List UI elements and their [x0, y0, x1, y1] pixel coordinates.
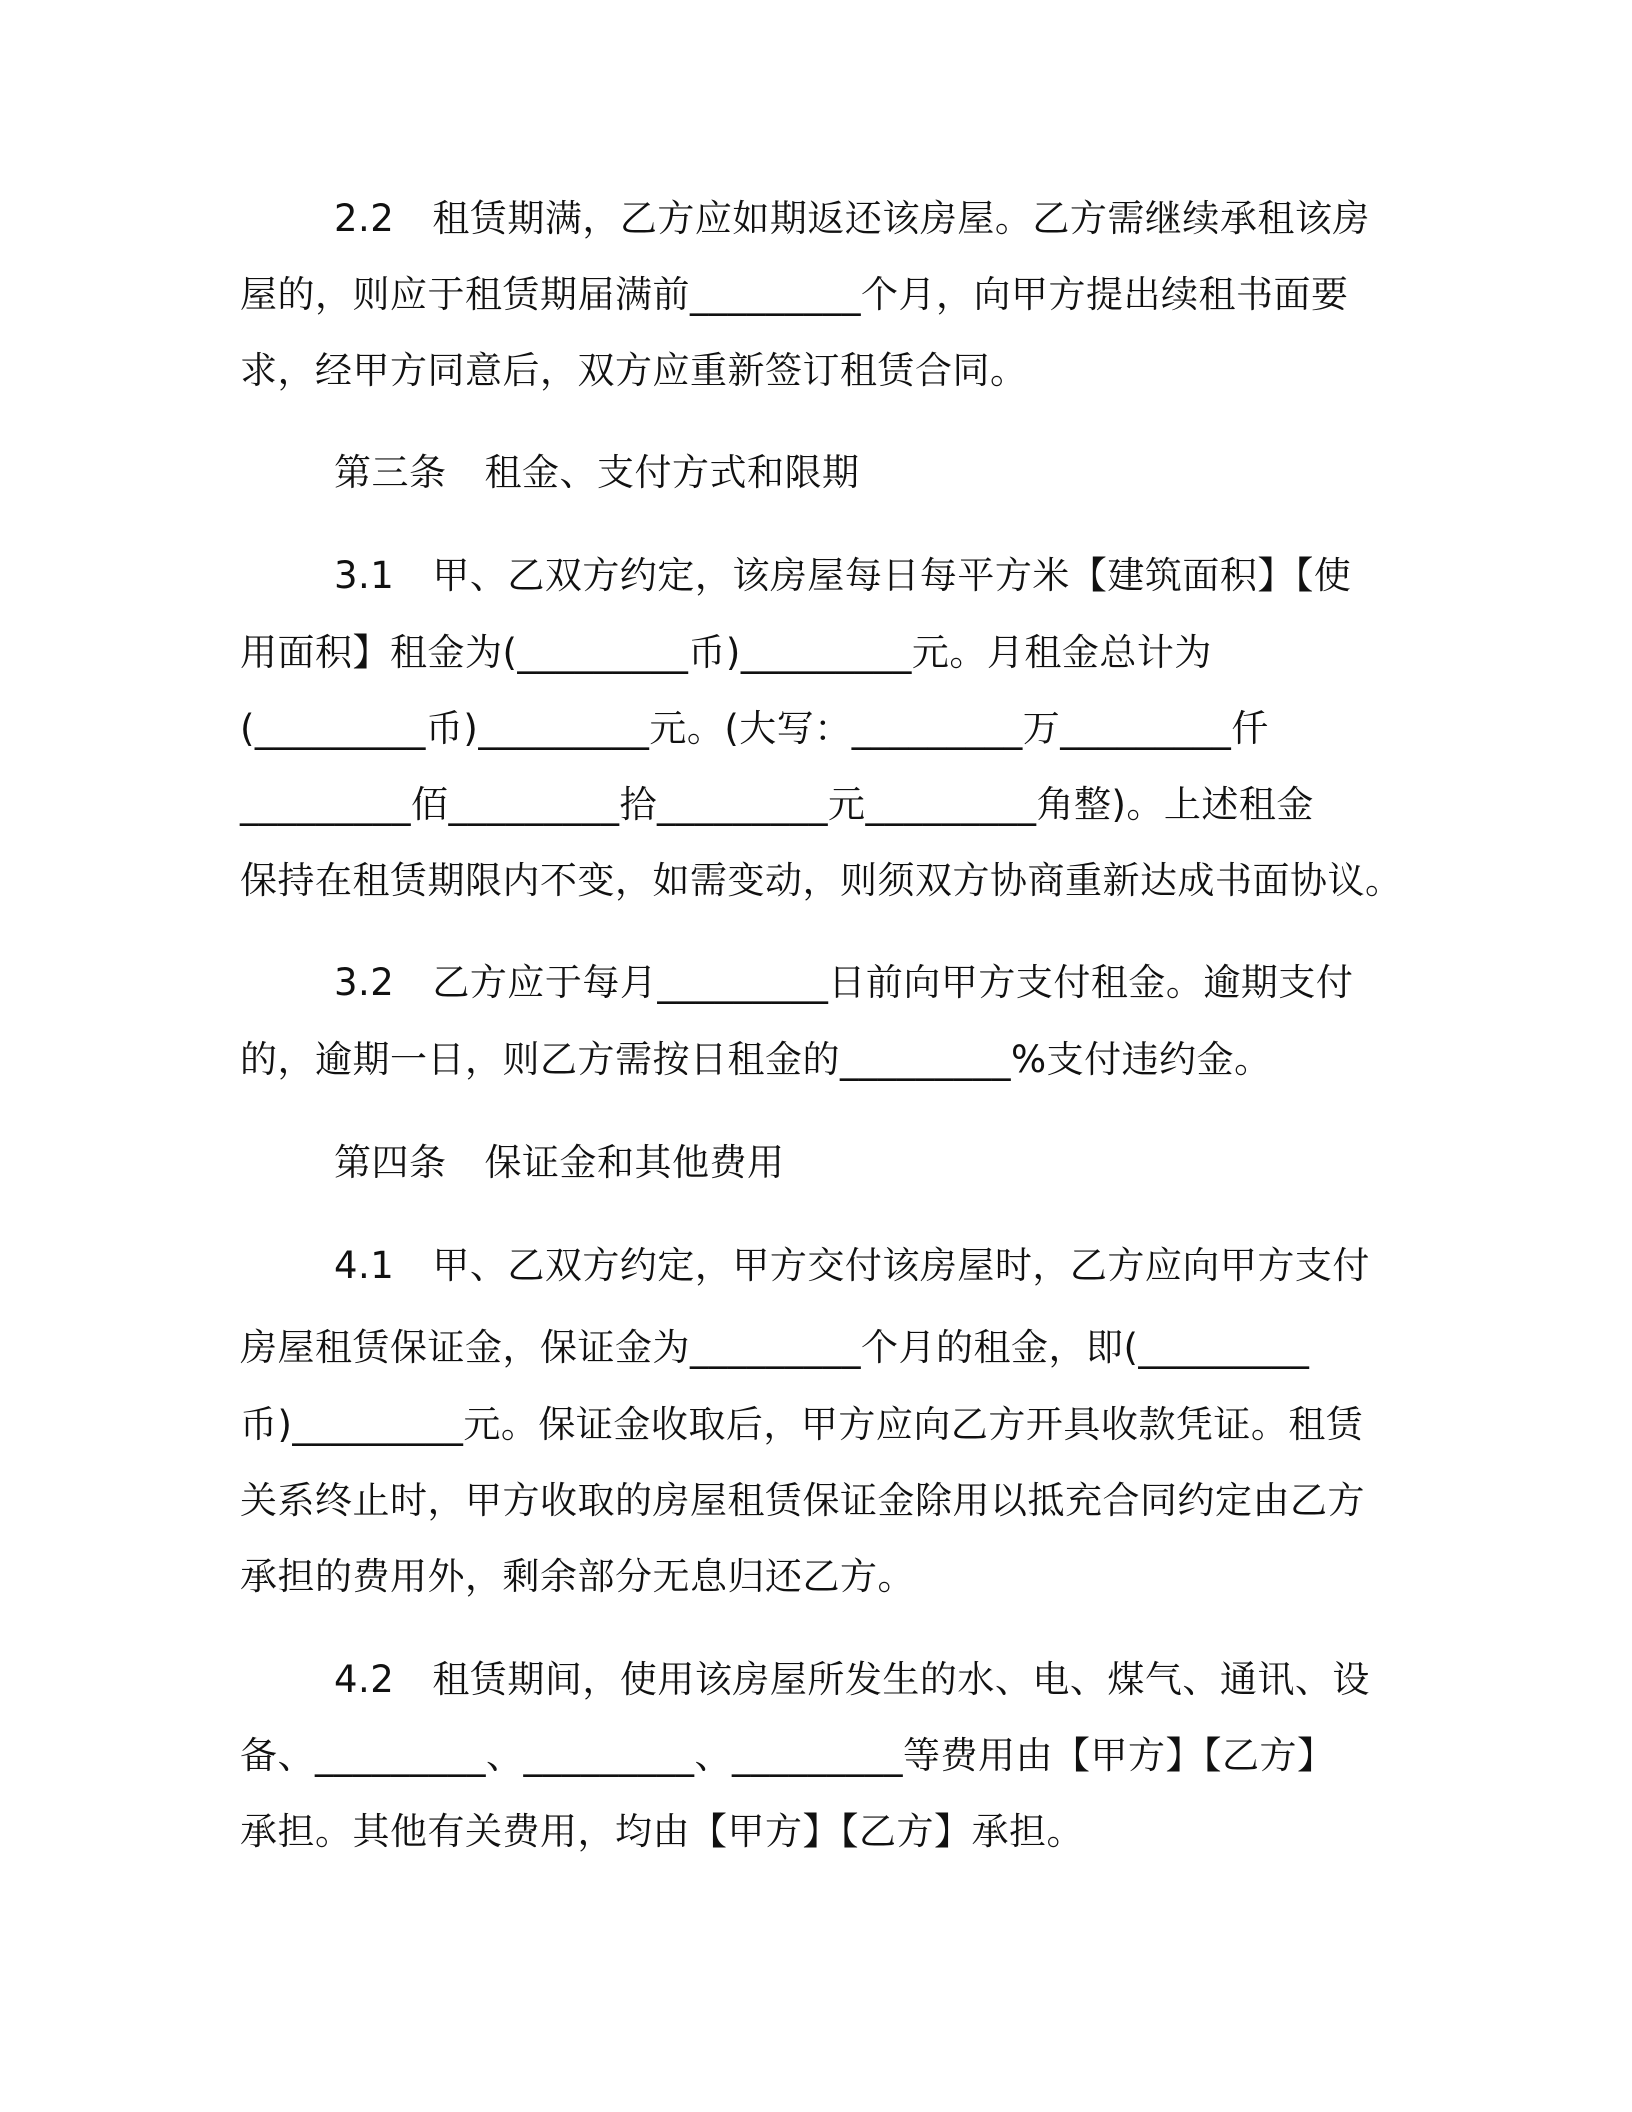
clause-4-2-line-3: 承担。其他有关费用，均由【甲方】【乙方】承担。	[240, 1810, 1084, 1853]
article-title: 租金、支付方式和限期	[484, 451, 860, 494]
article-number: 第三条	[334, 451, 447, 494]
clause-4-1-line-5: 承担的费用外，剩余部分无息归还乙方。	[240, 1555, 915, 1598]
clause-2-2-line-2: 屋的，则应于租赁期届满前_________个月，向甲方提出续租书面要	[240, 273, 1349, 316]
clause-3-1-line-5: 保持在租赁期限内不变，如需变动，则须双方协商重新达成书面协议。	[240, 859, 1403, 902]
clause-text: 租赁期间，使用该房屋所发生的水、电、煤气、通讯、设	[432, 1658, 1370, 1701]
article-4-heading	[334, 1140, 1484, 1186]
clause-2-2-line-3: 求，经甲方同意后，双方应重新签订租赁合同。	[240, 349, 1028, 392]
clause-4-1-line-2: 房屋租赁保证金，保证金为_________个月的租金，即(_________	[240, 1326, 1310, 1369]
clause-4-1-line-3: 币)_________元。保证金收取后，甲方应向乙方开具收款凭证。租赁	[240, 1403, 1364, 1446]
clause-number: 4.2	[334, 1658, 395, 1701]
clause-3-2-line-2: 的，逾期一日，则乙方需按日租金的_________%支付违约金。	[240, 1038, 1272, 1081]
clause-text: 乙方应于每月_________日前向甲方支付租金。逾期支付	[432, 961, 1354, 1004]
article-3-heading	[334, 450, 1484, 496]
clause-4-1-line-4: 关系终止时，甲方收取的房屋租赁保证金除用以抵充合同约定由乙方	[240, 1479, 1365, 1522]
clause-text: 租赁期满，乙方应如期返还该房屋。乙方需继续承租该房	[432, 197, 1370, 240]
clause-4-2-line-1	[334, 1657, 1484, 1703]
clause-3-1-line-4: _________佰_________拾_________元_________角整)。上述租金	[240, 783, 1314, 826]
clause-3-1-line-1	[334, 553, 1484, 599]
clause-text: 甲、乙双方约定，该房屋每日每平方米【建筑面积】【使	[432, 554, 1352, 597]
clause-number: 4.1	[334, 1244, 395, 1287]
clause-2-2-line-1	[334, 196, 1484, 242]
clause-3-1-line-3: (_________币)_________元。(大写：_________万_________仟	[240, 707, 1269, 750]
clause-number: 2.2	[334, 197, 395, 240]
clause-3-1-line-2: 用面积】租金为(_________币)_________元。月租金总计为	[240, 631, 1212, 674]
clause-3-2-line-1	[334, 960, 1484, 1006]
clause-number: 3.1	[334, 554, 395, 597]
clause-number: 3.2	[334, 961, 395, 1004]
article-number: 第四条	[334, 1141, 447, 1184]
article-title: 保证金和其他费用	[484, 1141, 785, 1184]
clause-4-2-line-2: 备、_________、_________、_________等费用由【甲方】【乙方】	[240, 1734, 1335, 1777]
clause-text: 甲、乙双方约定，甲方交付该房屋时，乙方应向甲方支付	[432, 1244, 1370, 1287]
clause-4-1-line-1	[334, 1243, 1484, 1289]
